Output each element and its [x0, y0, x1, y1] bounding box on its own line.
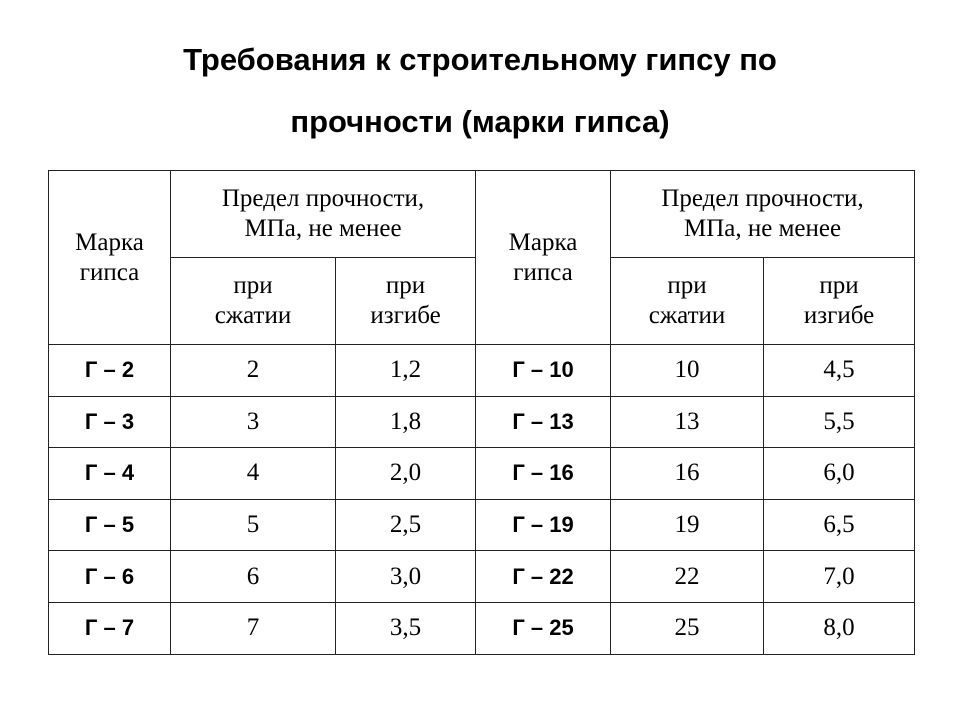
- grade-cell: Г – 25: [476, 602, 611, 654]
- compression-value: 3: [171, 396, 336, 448]
- header-strength-right-line2: МПа, не менее: [683, 215, 842, 242]
- header-compression-right: [611, 258, 764, 345]
- grade-cell: Г – 4: [49, 448, 171, 500]
- compression-value: 10: [611, 345, 764, 397]
- header-compression-left: [171, 258, 336, 345]
- compression-value: 19: [611, 499, 764, 551]
- header-grade-right-line2: гипса: [513, 258, 573, 286]
- grade-cell: Г – 2: [49, 345, 171, 397]
- bending-value: 4,5: [764, 345, 915, 397]
- bending-value: 3,0: [336, 551, 476, 603]
- table-row: [49, 551, 915, 603]
- bending-value: 3,5: [336, 602, 476, 654]
- grade-cell: Г – 5: [49, 499, 171, 551]
- page-title-line-2: прочности (марки гипса): [290, 104, 670, 139]
- header-grade-left-line1: Марка: [75, 228, 144, 256]
- grade-cell: Г – 16: [476, 448, 611, 500]
- bending-value: 2,0: [336, 448, 476, 500]
- header-strength-right-line1: Предел прочности,: [661, 185, 864, 212]
- compression-value: 25: [611, 602, 764, 654]
- header-grade-right: [476, 171, 611, 345]
- compression-value: 5: [171, 499, 336, 551]
- table-row: [49, 396, 915, 448]
- header-strength-right: [611, 171, 915, 258]
- grade-cell: Г – 7: [49, 602, 171, 654]
- header-bending-right: [764, 258, 915, 345]
- header-strength-left: [171, 171, 476, 258]
- header-row-1: [49, 171, 915, 258]
- bending-value: 5,5: [764, 396, 915, 448]
- header-compression-left-line1: при: [233, 272, 273, 299]
- header-compression-right-line1: при: [667, 272, 707, 299]
- header-strength-left-line1: Предел прочности,: [221, 185, 425, 212]
- bending-value: 7,0: [764, 551, 915, 603]
- bending-value: 6,5: [764, 499, 915, 551]
- grade-cell: Г – 10: [476, 345, 611, 397]
- table-body: [49, 345, 915, 655]
- header-strength-left-line2: МПа, не менее: [244, 215, 402, 242]
- table-header: [49, 171, 915, 345]
- compression-value: 22: [611, 551, 764, 603]
- header-bending-left-line1: при: [385, 272, 426, 299]
- header-bending-right-line2: изгибе: [803, 302, 875, 329]
- bending-value: 2,5: [336, 499, 476, 551]
- bending-value: 1,8: [336, 396, 476, 448]
- grade-cell: Г – 13: [476, 396, 611, 448]
- grade-cell: Г – 22: [476, 551, 611, 603]
- compression-value: 16: [611, 448, 764, 500]
- header-compression-left-line2: сжатии: [214, 302, 292, 329]
- page-title-line-1: Требования к строительному гипсу по: [183, 42, 777, 77]
- table-row: [49, 448, 915, 500]
- compression-value: 4: [171, 448, 336, 500]
- bending-value: 6,0: [764, 448, 915, 500]
- gypsum-strength-table: [48, 170, 915, 655]
- grade-cell: Г – 3: [49, 396, 171, 448]
- bending-value: 1,2: [336, 345, 476, 397]
- header-grade-right-line1: Марка: [508, 228, 578, 256]
- header-compression-right-line2: сжатии: [648, 302, 726, 329]
- header-bending-right-line1: при: [819, 272, 859, 299]
- header-bending-left: [336, 258, 476, 345]
- bending-value: 8,0: [764, 602, 915, 654]
- gypsum-strength-table-container: [48, 170, 914, 654]
- header-grade-left-line2: гипса: [79, 258, 140, 286]
- compression-value: 2: [171, 345, 336, 397]
- compression-value: 13: [611, 396, 764, 448]
- compression-value: 7: [171, 602, 336, 654]
- header-bending-left-line2: изгибе: [370, 302, 441, 329]
- grade-cell: Г – 6: [49, 551, 171, 603]
- header-grade-left: [49, 171, 171, 345]
- grade-cell: Г – 19: [476, 499, 611, 551]
- compression-value: 6: [171, 551, 336, 603]
- table-row: [49, 602, 915, 654]
- table-row: [49, 345, 915, 397]
- table-row: [49, 499, 915, 551]
